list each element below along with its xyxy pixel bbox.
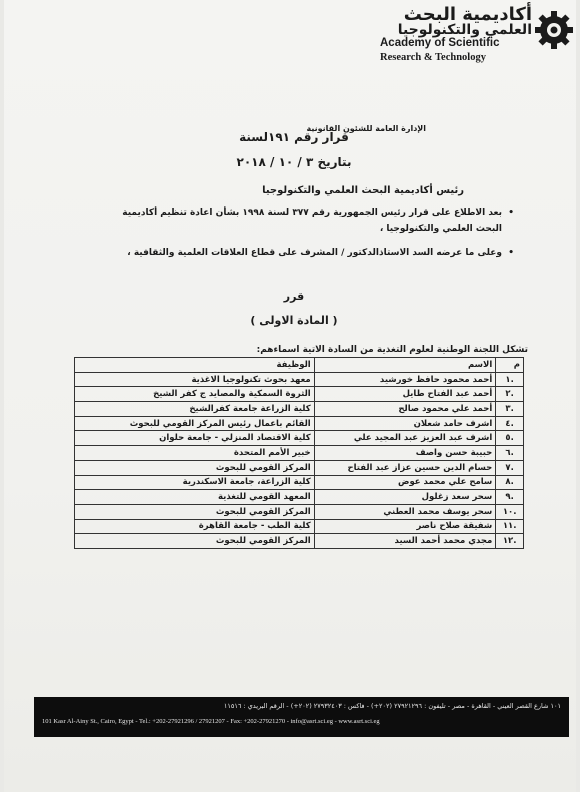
issuer-line: رئيس أكاديمية البحث العلمي والتكنولوجيا bbox=[262, 185, 464, 196]
footer-english-address: 101 Kasr Al-Ainy St., Cairo, Egypt - Tel.: +202-27921296 / 27921207 - Fax: +202-27921270 - info@asrt.sci.eg - www.asrt.sci.eg bbox=[42, 718, 380, 725]
table-row bbox=[75, 475, 524, 490]
row-name: اشرف حامد شعلان bbox=[314, 416, 496, 431]
academy-logo bbox=[380, 4, 576, 68]
row-name: أحمد علي محمود صالح bbox=[314, 402, 496, 417]
decree-title: قرار رقم ١٩١لسنة bbox=[239, 130, 349, 144]
table-row bbox=[75, 402, 524, 417]
logo-english-line2: Research & Technology bbox=[380, 52, 486, 63]
row-job: المركز القومي للبحوث bbox=[75, 504, 315, 519]
members-table bbox=[74, 357, 524, 549]
row-num: .١٢ bbox=[496, 534, 524, 549]
header-job: الوظيفة bbox=[75, 358, 315, 373]
row-job: المركز القومي للبحوث bbox=[75, 534, 315, 549]
row-job: المركز القومي للبحوث bbox=[75, 460, 315, 475]
row-name: حبيبة حسن واصف bbox=[314, 446, 496, 461]
article-heading: ( المادة الاولى ) bbox=[250, 314, 338, 327]
table-row bbox=[75, 446, 524, 461]
decides-heading: قرر bbox=[283, 290, 305, 303]
gear-emblem-icon bbox=[534, 10, 574, 50]
header-num: م bbox=[496, 358, 524, 373]
row-num: .٨ bbox=[496, 475, 524, 490]
row-name: أحمد محمود حافظ خورشيد bbox=[314, 372, 496, 387]
preamble-text: بعد الاطلاع على قرار رئيس الجمهورية رقم ٣٧٧ لسنة ١٩٩٨ بشأن اعادة تنظيم أكاديمية البحث العلمي والتكنولوجيا ، bbox=[122, 208, 502, 234]
row-job: كلية الاقتصاد المنزلي - جامعة حلوان bbox=[75, 431, 315, 446]
logo-english-line1: Academy of Scientific bbox=[380, 37, 500, 49]
logo-arabic-line1: أكاديمية البحث bbox=[403, 4, 532, 25]
table-row bbox=[75, 460, 524, 475]
row-job: كلية الزراعة جامعة كفرالشيخ bbox=[75, 402, 315, 417]
row-num: .٤ bbox=[496, 416, 524, 431]
preamble-text: وعلى ما عرضه السد الاستاذالدكتور / المشرف على قطاع العلاقات العلمية والثقافية ، bbox=[127, 248, 502, 258]
bullet-dot-icon: • bbox=[508, 208, 514, 218]
row-job: معهد بحوث تكنولوجيا الاغذية bbox=[75, 372, 315, 387]
row-name: أحمد عبد الفتاح طايل bbox=[314, 387, 496, 402]
row-name: سحر يوسف محمد العطني bbox=[314, 504, 496, 519]
bullet-dot-icon: • bbox=[508, 248, 514, 258]
table-row bbox=[75, 504, 524, 519]
committee-intro: تشكل اللجنة الوطنية لعلوم التغذية من السادة الاتية اسماءهم: bbox=[256, 345, 528, 355]
row-num: .٢ bbox=[496, 387, 524, 402]
row-job: الثروة السمكية والمصايد ج كفر الشيخ bbox=[75, 387, 315, 402]
table-header-row bbox=[75, 358, 524, 373]
table-row bbox=[75, 387, 524, 402]
row-name: مجدي محمد أحمد السيد bbox=[314, 534, 496, 549]
decree-date: بتاريخ ٣ / ١٠ / ٢٠١٨ bbox=[236, 155, 352, 169]
preamble-item bbox=[94, 205, 514, 237]
row-num: .٧ bbox=[496, 460, 524, 475]
row-job: المعهد القومي للتغذية bbox=[75, 490, 315, 505]
table-row bbox=[75, 431, 524, 446]
table-row bbox=[75, 519, 524, 534]
row-num: .٩ bbox=[496, 490, 524, 505]
logo-arabic-line2: العلمي والتكنولوجيا bbox=[397, 22, 532, 38]
row-job: خبير الأمم المتحدة bbox=[75, 446, 315, 461]
row-job: كلية الطب - جامعة القاهرة bbox=[75, 519, 315, 534]
row-num: .١١ bbox=[496, 519, 524, 534]
row-job: القائم باعمال رئيس المركز القومي للبحوث bbox=[75, 416, 315, 431]
row-job: كلية الزراعة، جامعة الاسكندرية bbox=[75, 475, 315, 490]
document-page bbox=[4, 0, 576, 792]
row-name: سحر سعد زغلول bbox=[314, 490, 496, 505]
department-name: الإدارة العامة للشئون القانونية bbox=[306, 124, 426, 133]
letterhead-footer bbox=[34, 697, 569, 737]
row-name: شفيقة صلاح ناصر bbox=[314, 519, 496, 534]
row-num: .١٠ bbox=[496, 504, 524, 519]
row-num: .١ bbox=[496, 372, 524, 387]
preamble-list bbox=[94, 205, 514, 269]
table-row bbox=[75, 372, 524, 387]
row-num: .٣ bbox=[496, 402, 524, 417]
row-num: .٥ bbox=[496, 431, 524, 446]
preamble-item bbox=[94, 245, 514, 261]
row-name: سامح علي محمد عوض bbox=[314, 475, 496, 490]
table-row bbox=[75, 534, 524, 549]
table-row bbox=[75, 490, 524, 505]
footer-arabic-address: ١٠١ شارع القصر العيني - القاهرة - مصر - تليفون : ٢٧٩٢١٢٩٦ (٢٠٢+) - فاكس : ٢٧٩٣٢٤٠٣ (٢٠٢+) - الرقم البريدي : ١١٥١٦ bbox=[223, 702, 561, 710]
row-num: .٦ bbox=[496, 446, 524, 461]
header-name: الاسم bbox=[314, 358, 496, 373]
row-name: اشرف عبد العزيز عبد المجيد علي bbox=[314, 431, 496, 446]
row-name: حسام الدين حسين عزاز عبد الفتاح bbox=[314, 460, 496, 475]
table-row bbox=[75, 416, 524, 431]
